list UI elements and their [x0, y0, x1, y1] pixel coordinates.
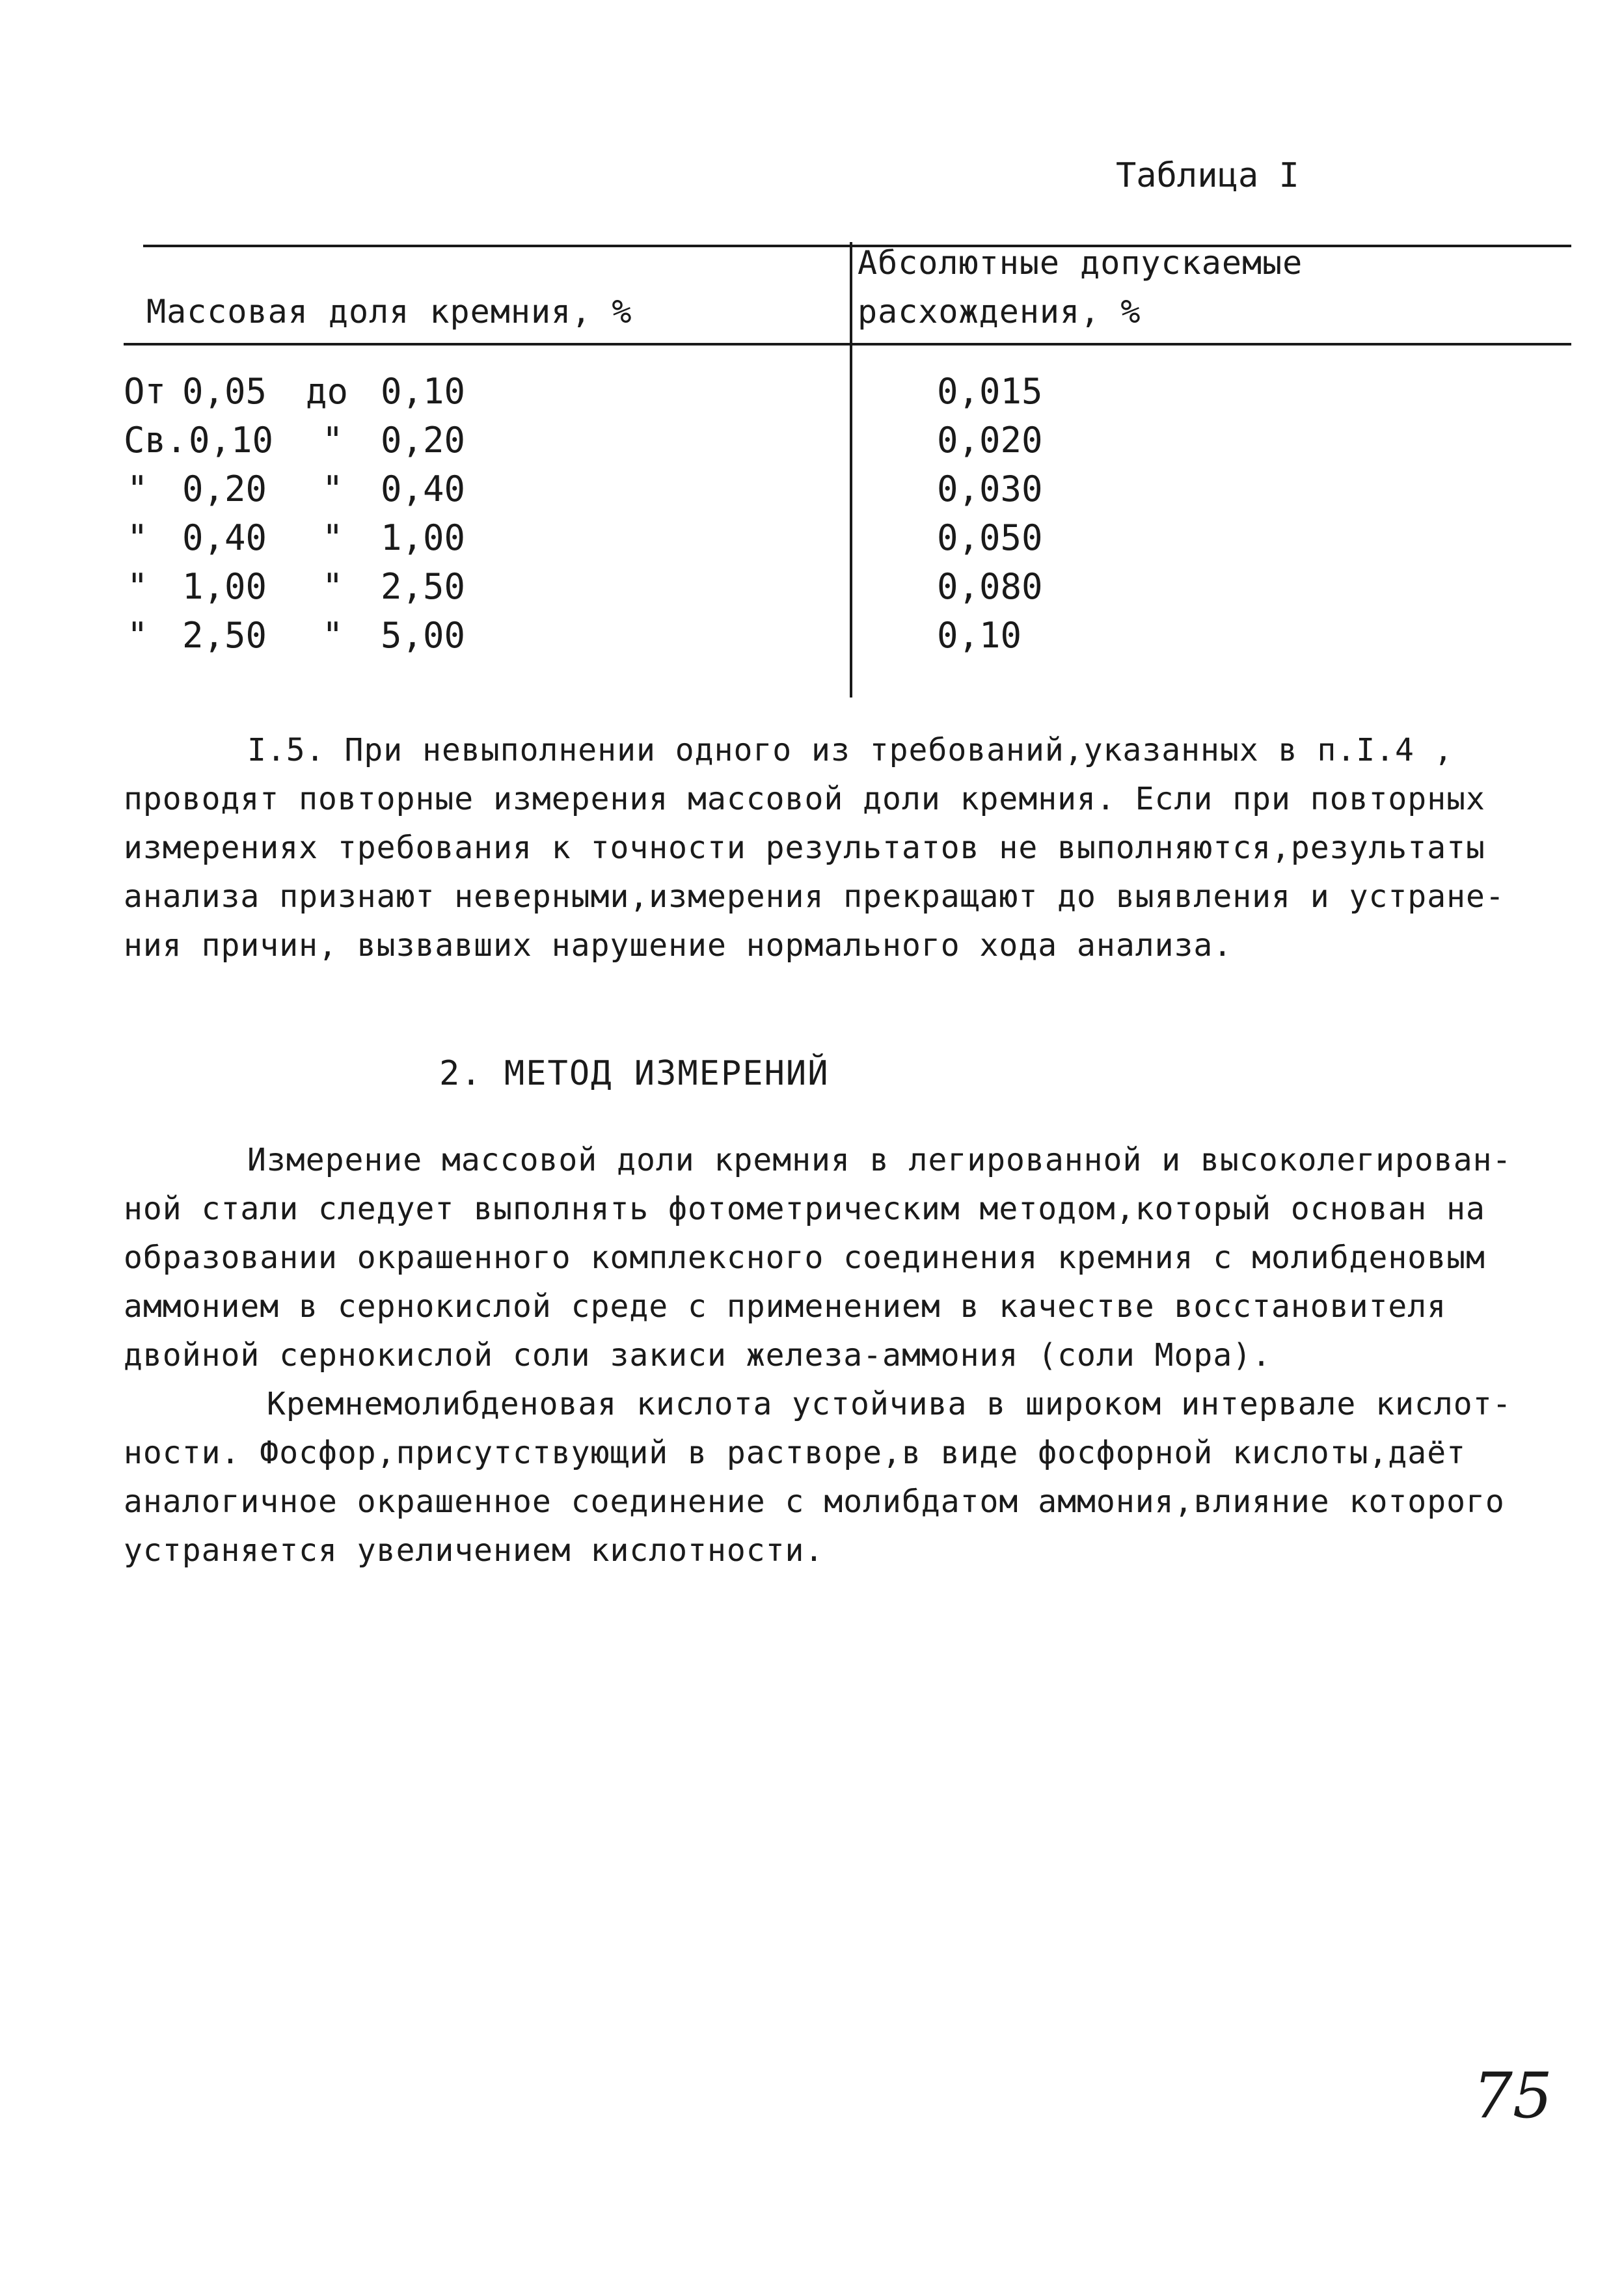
row-from: 2,50	[182, 615, 267, 656]
text-line: Кремнемолибденовая кислота устойчива в широком интервале кислот-	[267, 1386, 1512, 1422]
text-line: I.5. При невыполнении одного из требований,указанных в п.I.4 ,	[247, 732, 1454, 768]
row-value: 0,050	[937, 517, 1043, 558]
row-prefix: Св.	[124, 420, 187, 461]
row-sep: до	[306, 371, 349, 412]
row-value: 0,10	[937, 615, 1022, 656]
text-line: устраняется увеличением кислотности.	[124, 1532, 824, 1569]
row-value: 0,020	[937, 420, 1043, 461]
row-sep: "	[322, 468, 344, 509]
table-header-mass-fraction: Массовая доля кремния, %	[146, 293, 632, 331]
text-line: аммонием в сернокислой среде с применением в качестве восстановителя	[124, 1288, 1447, 1325]
text-line: образовании окрашенного комплексного соединения кремния с молибденовым	[124, 1239, 1485, 1276]
text-line: проводят повторные измерения массовой доли кремния. Если при повторных	[124, 781, 1485, 817]
table-caption: Таблица I	[1116, 156, 1299, 195]
row-sep: "	[322, 420, 344, 461]
text-line: ности. Фосфор,присутствующий в растворе,в виде фосфорной кислоты,даёт	[124, 1435, 1466, 1471]
row-prefix: "	[127, 468, 148, 509]
text-line: измерениях требования к точности результатов не выполняются,результаты	[124, 830, 1485, 866]
row-value: 0,015	[937, 371, 1043, 412]
row-prefix: От	[124, 371, 167, 412]
table-header-tolerance-line1: Абсолютные допускаемые	[858, 244, 1303, 282]
row-sep: "	[322, 615, 344, 656]
table-column-divider	[850, 242, 852, 698]
text-line: анализа признают неверными,измерения прекращают до выявления и устране-	[124, 878, 1505, 915]
row-to: 0,40	[381, 468, 466, 509]
row-value: 0,080	[937, 566, 1043, 607]
row-sep: "	[322, 517, 344, 558]
row-prefix: "	[127, 566, 148, 607]
row-to: 0,10	[381, 371, 466, 412]
row-to: 5,00	[381, 615, 466, 656]
row-to: 1,00	[381, 517, 466, 558]
row-from: 0,20	[182, 468, 267, 509]
text-line: ной стали следует выполнять фотометрическим методом,который основан на	[124, 1191, 1485, 1227]
table-header-tolerance-line2: расхождения, %	[858, 293, 1141, 331]
row-from: 0,05	[182, 371, 267, 412]
row-to: 0,20	[381, 420, 466, 461]
text-line: аналогичное окрашенное соединение с молибдатом аммония,влияние которого	[124, 1483, 1505, 1520]
text-line: ния причин, вызвавших нарушение нормального хода анализа.	[124, 927, 1233, 964]
row-value: 0,030	[937, 468, 1043, 509]
section-heading: 2. МЕТОД ИЗМЕРЕНИЙ	[439, 1054, 830, 1093]
row-from: 1,00	[182, 566, 267, 607]
text-line: двойной сернокислой соли закиси железа-аммония (соли Мора).	[124, 1337, 1272, 1374]
page-number: 75	[1472, 2059, 1552, 2132]
row-from: 0,10	[189, 420, 274, 461]
row-to: 2,50	[381, 566, 466, 607]
row-from: 0,40	[182, 517, 267, 558]
row-prefix: "	[127, 615, 148, 656]
row-prefix: "	[127, 517, 148, 558]
row-sep: "	[322, 566, 344, 607]
table-header-rule	[124, 343, 1571, 345]
text-line: Измерение массовой доли кремния в легированной и высоколегирован-	[247, 1142, 1512, 1178]
